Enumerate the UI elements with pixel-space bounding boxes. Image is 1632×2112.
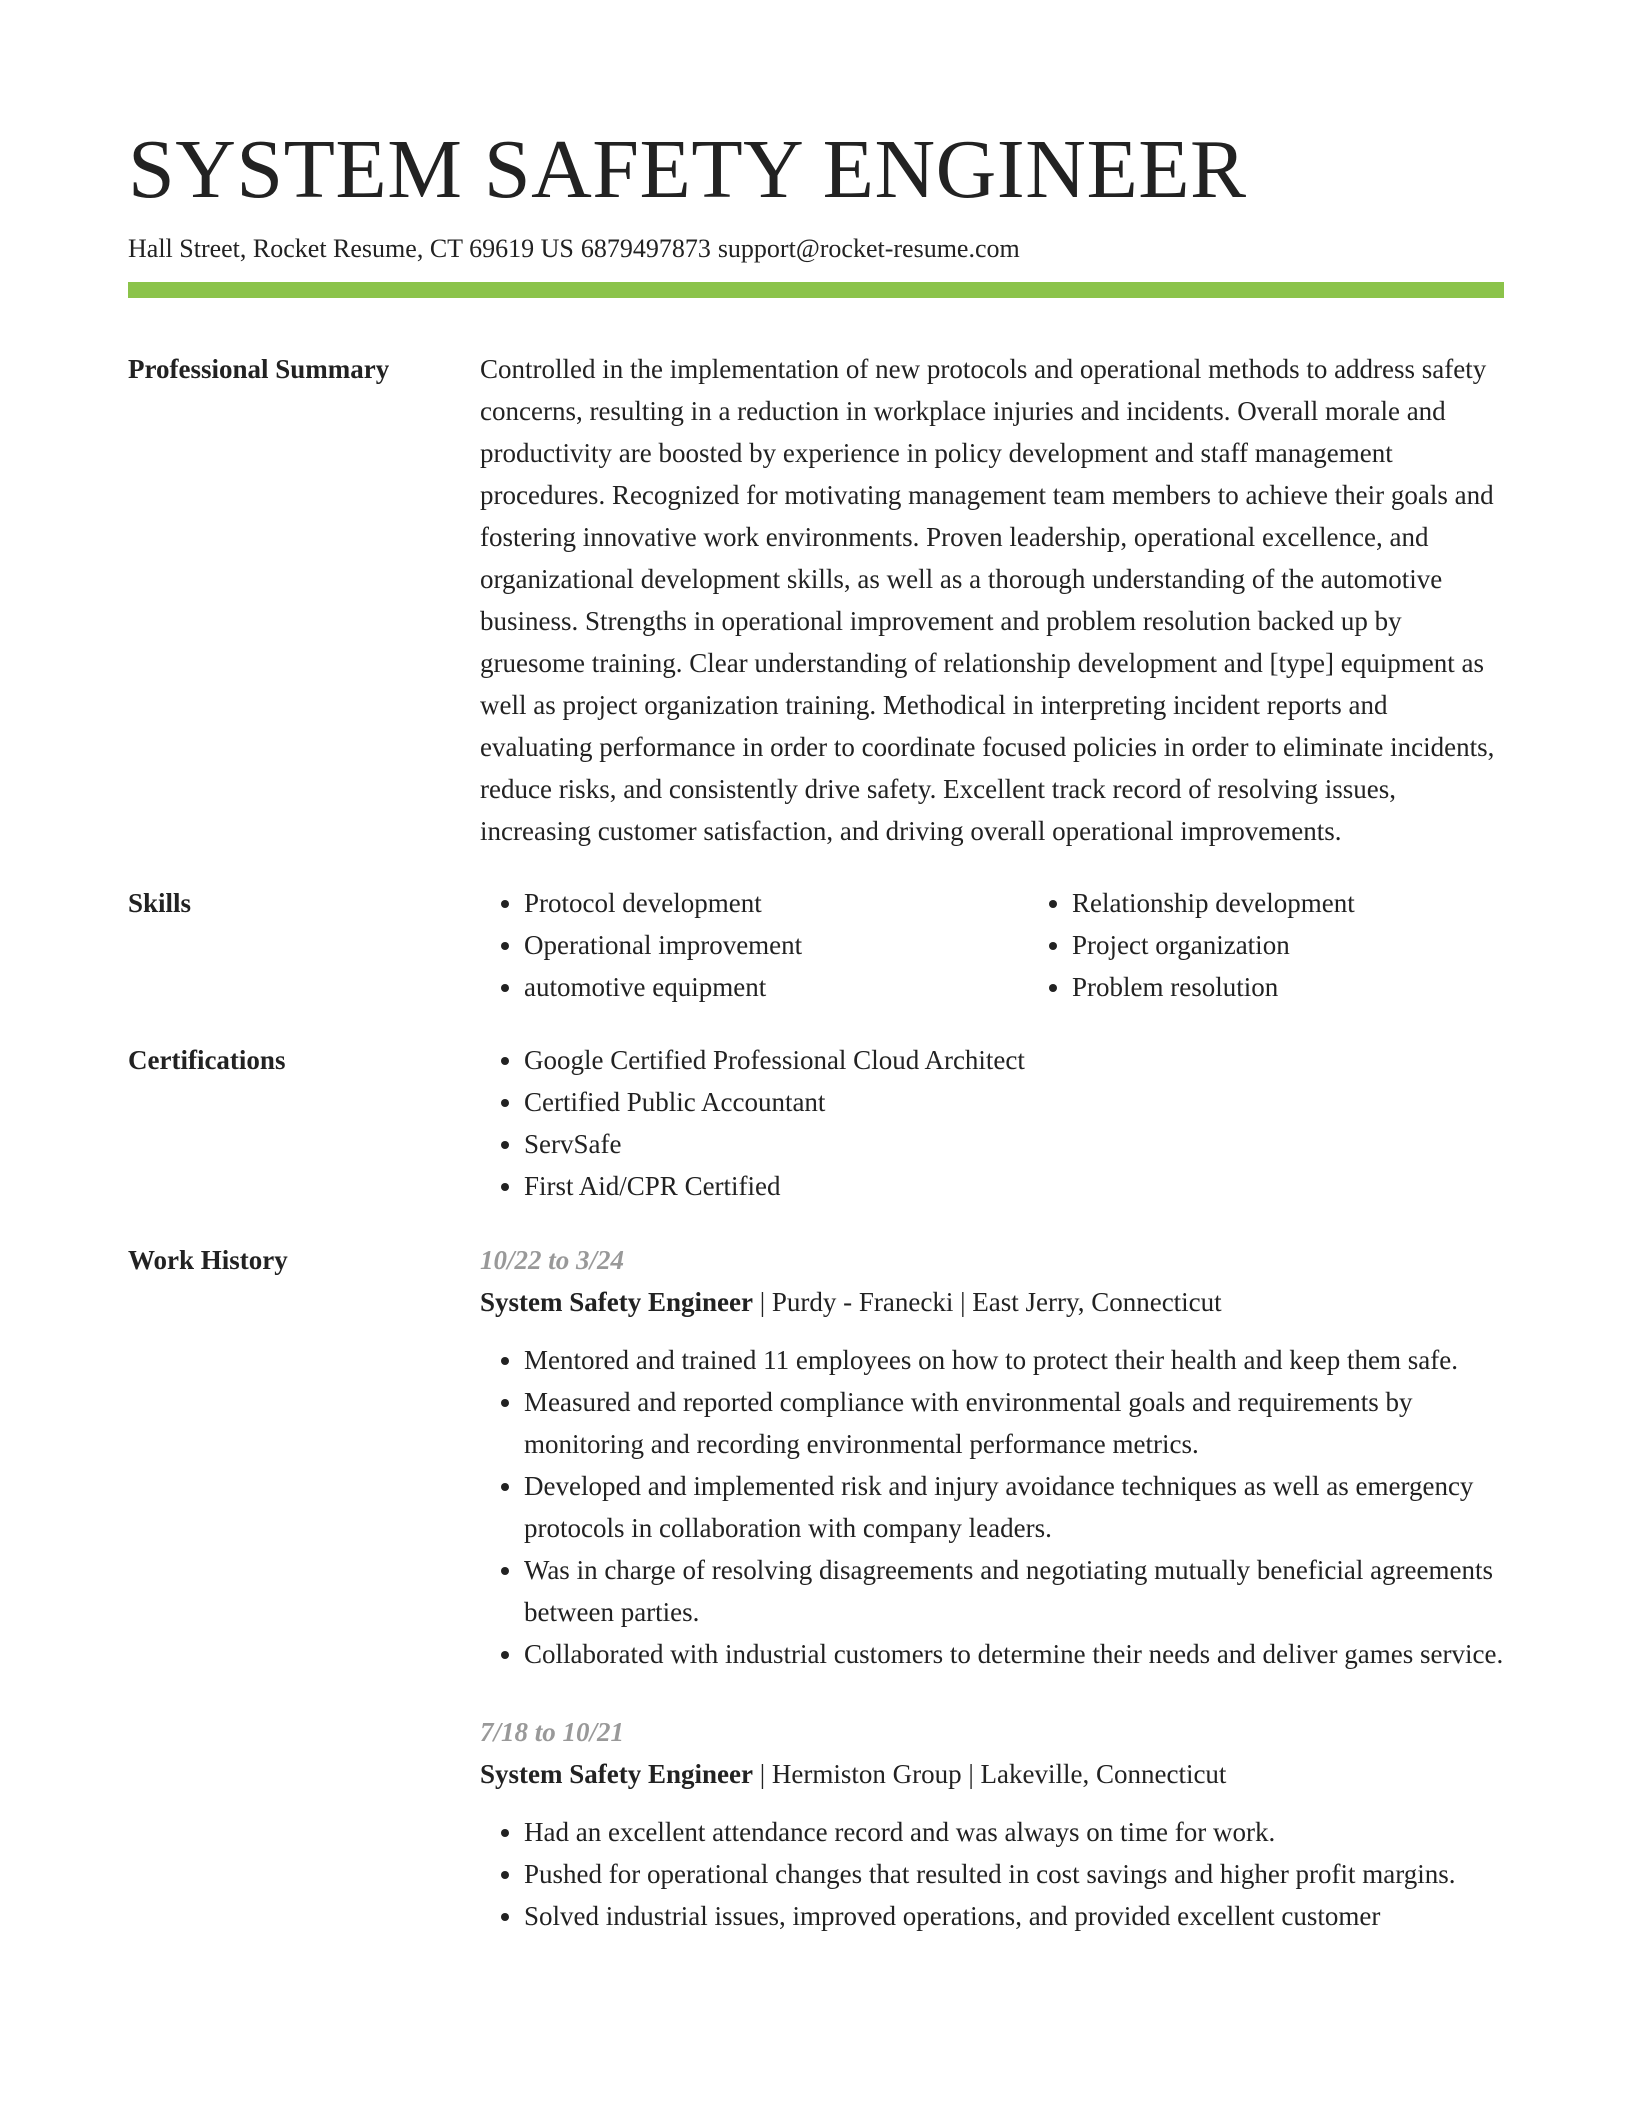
job-role: System Safety Engineer — [480, 1759, 753, 1789]
skill-item: • Protocol development — [524, 882, 1028, 924]
skills-title: Skills — [128, 888, 192, 918]
job-bullets — [480, 1339, 1504, 1675]
header-divider — [128, 282, 1504, 298]
contact-phone: 6879497873 — [580, 234, 711, 263]
skill-item: • automotive equipment — [524, 966, 1028, 1008]
job-location: East Jerry, Connecticut — [972, 1287, 1222, 1317]
job-location: Lakeville, Connecticut — [980, 1759, 1227, 1789]
work-history-body — [480, 1239, 1504, 1937]
certification-item: • Certified Public Accountant — [524, 1081, 1504, 1123]
summary-title: Professional Summary — [128, 354, 390, 384]
job-dates: 7/18 to 10/21 — [480, 1717, 625, 1747]
certification-item: • First Aid/CPR Certified — [524, 1165, 1504, 1207]
job-bullet: • Solved industrial issues, improved operations, and provided excellent customer — [524, 1895, 1504, 1937]
resume-name: SYSTEM SAFETY ENGINEER — [128, 123, 1247, 216]
job-bullets — [480, 1811, 1504, 1937]
certification-item: • ServSafe — [524, 1123, 1504, 1165]
contact-line — [128, 232, 1504, 266]
skills-section — [128, 882, 1504, 1008]
skill-item: • Operational improvement — [524, 924, 1028, 966]
summary-body — [480, 348, 1504, 852]
resume-page — [128, 120, 1504, 1937]
skills-body — [480, 882, 1576, 1008]
certifications-title: Certifications — [128, 1045, 286, 1075]
certifications-body — [480, 1039, 1504, 1207]
job-bullet: • Measured and reported compliance with environmental goals and requirements by monitoring and recording environmental performance metrics. — [524, 1381, 1504, 1465]
job-bullet: • Mentored and trained 11 employees on how to protect their health and keep them safe. — [524, 1339, 1504, 1381]
job-role: System Safety Engineer — [480, 1287, 753, 1317]
job-separator: | — [752, 1287, 772, 1317]
job-separator: | — [961, 1759, 981, 1789]
job-separator: | — [752, 1759, 772, 1789]
job-separator: | — [953, 1287, 973, 1317]
job-dates: 10/22 to 3/24 — [480, 1245, 625, 1275]
job-company: Hermiston Group — [771, 1759, 962, 1789]
certifications-list — [480, 1039, 1504, 1207]
skills-column-1 — [480, 882, 1028, 1008]
certification-item: • Google Certified Professional Cloud Architect — [524, 1039, 1504, 1081]
job-bullet: • Collaborated with industrial customers to determine their needs and deliver games service. — [524, 1633, 1504, 1675]
job-bullet: • Was in charge of resolving disagreements and negotiating mutually beneficial agreements between parties. — [524, 1549, 1504, 1633]
skill-item: • Relationship development — [1072, 882, 1576, 924]
summary-text: Controlled in the implementation of new protocols and operational methods to address safety concerns, resulting in a reduction in workplace injuries and incidents. Overall morale and productivity are boosted by experience in policy development and staff management procedures. Recognized for motivating management team members to achieve their goals and fostering innovative work environments. Proven leadership, operational excellence, and organizational development skills, as well as a thorough understanding of the automotive business. Strengths in operational improvement and problem resolution backed up by gruesome training. Clear understanding of relationship development and [type] equipment as well as project organization training. Methodical in interpreting incident reports and evaluating performance in order to coordinate focused policies in order to eliminate incidents, reduce risks, and consistently drive safety. Excellent track record of resolving issues, increasing customer satisfaction, and driving overall operational improvements. — [480, 354, 1495, 846]
job-heading — [480, 1281, 1504, 1323]
contact-email: support@rocket-resume.com — [717, 234, 1020, 263]
skill-item: • Project organization — [1072, 924, 1576, 966]
job-bullet: • Pushed for operational changes that resulted in cost savings and higher profit margins. — [524, 1853, 1504, 1895]
job-bullet: • Had an excellent attendance record and was always on time for work. — [524, 1811, 1504, 1853]
job-heading — [480, 1753, 1504, 1795]
job-bullet: • Developed and implemented risk and injury avoidance techniques as well as emergency protocols in collaboration with company leaders. — [524, 1465, 1504, 1549]
skill-item: • Problem resolution — [1072, 966, 1576, 1008]
skills-column-2 — [1028, 882, 1576, 1008]
certifications-section — [128, 1039, 1504, 1207]
work-history-section — [128, 1239, 1504, 1937]
contact-address: Hall Street, Rocket Resume, CT 69619 US — [128, 234, 574, 263]
skills-grid — [480, 882, 1576, 1008]
job-entry — [480, 1711, 1504, 1937]
work-history-title: Work History — [128, 1245, 288, 1275]
summary-section — [128, 348, 1504, 852]
job-entry — [480, 1239, 1504, 1675]
job-company: Purdy - Franecki — [771, 1287, 954, 1317]
